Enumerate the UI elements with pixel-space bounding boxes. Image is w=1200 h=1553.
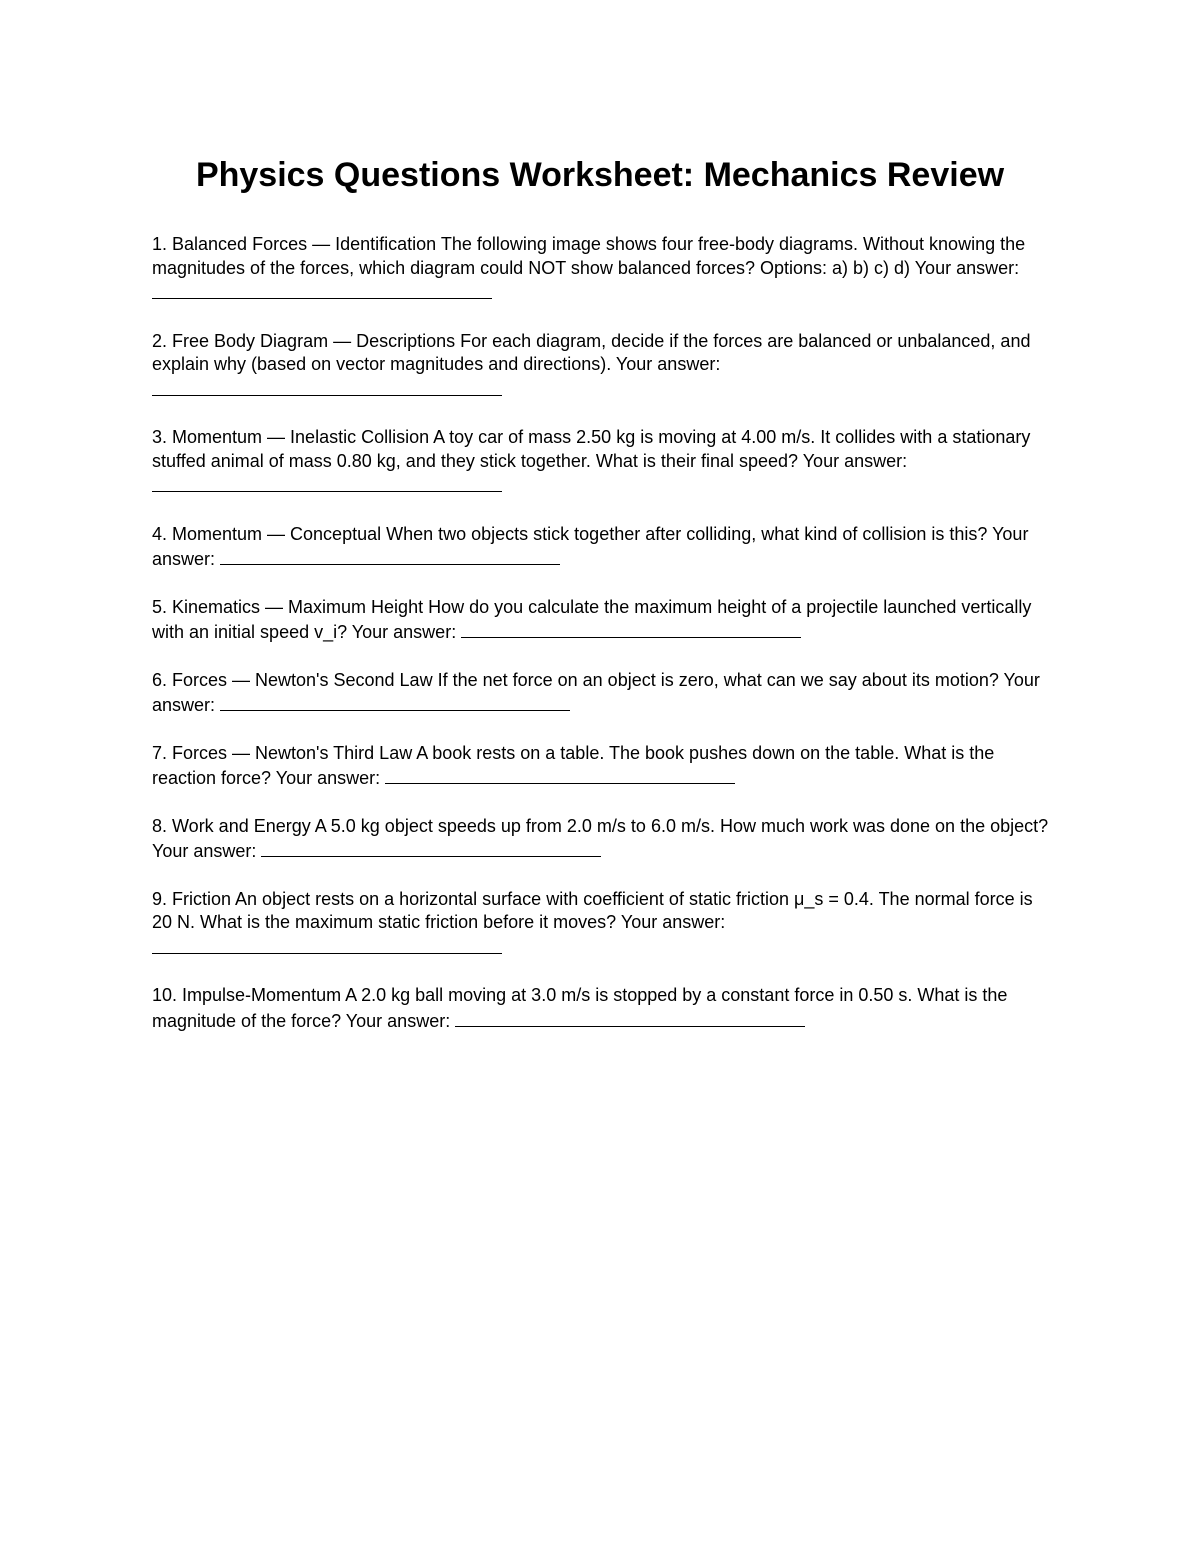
answer-blank[interactable] bbox=[220, 692, 570, 711]
answer-blank[interactable] bbox=[461, 619, 801, 638]
question-text: 2. Free Body Diagram — Descriptions For each diagram, decide if the forces are balanced or unbalanced, and explain why (based on vector magnitudes and directions). Your answer: bbox=[152, 330, 1031, 374]
answer-blank[interactable] bbox=[152, 473, 502, 492]
question-text: 5. Kinematics — Maximum Height How do you calculate the maximum height of a projectile launched vertically with an initial speed v_i? Your answer: bbox=[152, 596, 1032, 642]
question-text: 7. Forces — Newton's Third Law A book rests on a table. The book pushes down on the table. What is the reaction force? Your answer: bbox=[152, 742, 995, 788]
question-10 bbox=[152, 984, 1052, 1033]
question-1 bbox=[152, 233, 1052, 306]
answer-blank[interactable] bbox=[455, 1008, 805, 1027]
question-text: 4. Momentum — Conceptual When two objects stick together after colliding, what kind of collision is this? Your answer: bbox=[152, 523, 1029, 569]
question-text: 1. Balanced Forces — Identification The following image shows four free-body diagrams. Without knowing the magnitudes of the forces, which diagram could NOT show balanced forces? Options: a) b) c) d) Your answer: bbox=[152, 234, 1026, 278]
question-3 bbox=[152, 426, 1052, 499]
page-title: Physics Questions Worksheet: Mechanics Review bbox=[195, 156, 1005, 194]
question-7 bbox=[152, 742, 1052, 791]
question-text: 8. Work and Energy A 5.0 kg object speeds up from 2.0 m/s to 6.0 m/s. How much work was done on the object? Your answer: bbox=[152, 815, 1049, 861]
answer-blank[interactable] bbox=[152, 377, 502, 396]
answer-blank[interactable] bbox=[220, 546, 560, 565]
question-9 bbox=[152, 888, 1052, 961]
question-5 bbox=[152, 596, 1052, 645]
answer-blank[interactable] bbox=[385, 765, 735, 784]
question-8 bbox=[152, 815, 1052, 864]
question-list bbox=[152, 233, 1052, 1057]
answer-blank[interactable] bbox=[152, 935, 502, 954]
question-text: 6. Forces — Newton's Second Law If the net force on an object is zero, what can we say about its motion? Your answer: bbox=[152, 669, 1040, 715]
question-4 bbox=[152, 523, 1052, 572]
answer-blank[interactable] bbox=[152, 280, 492, 299]
question-text: 9. Friction An object rests on a horizontal surface with coefficient of static friction μ_s = 0.4. The normal force is 20 N. What is the maximum static friction before it moves? Your answer: bbox=[152, 888, 1033, 932]
question-6 bbox=[152, 669, 1052, 718]
question-text: 3. Momentum — Inelastic Collision A toy car of mass 2.50 kg is moving at 4.00 m/s. It collides with a stationary stuffed animal of mass 0.80 kg, and they stick together. What is their final speed? Your answer: bbox=[152, 427, 1031, 471]
answer-blank[interactable] bbox=[261, 838, 601, 857]
question-text: 10. Impulse-Momentum A 2.0 kg ball moving at 3.0 m/s is stopped by a constant force in 0.50 s. What is the magnitude of the force? Your answer: bbox=[152, 985, 1008, 1031]
question-2 bbox=[152, 330, 1052, 403]
